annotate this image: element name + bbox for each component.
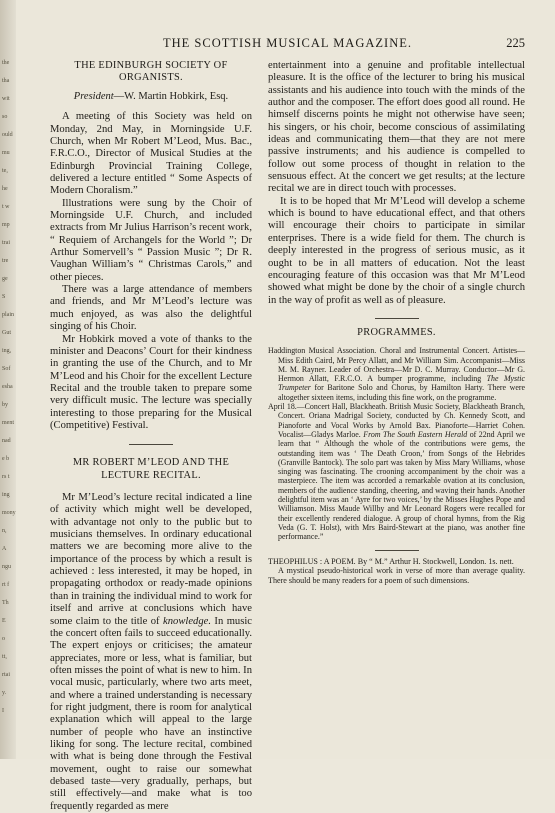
- programmes-heading: PROGRAMMES.: [357, 326, 436, 338]
- edinburgh-society-article: [50, 60, 252, 432]
- publication-review: A mystical pseudo-historical work in verse of more than average quality. There should be many readers for a poem of such dimensions.: [268, 566, 525, 585]
- left-column: [50, 60, 252, 813]
- gutter-fragment: o: [2, 636, 5, 642]
- gutter-fragment: he: [2, 186, 8, 192]
- text-run: Haddington Musical Association. Choral and Instrumental Concert. Artistes—Miss Edith Caird, Mr Percy Allatt, and Mr William Sim. Accompanist—Miss M. M. Rayner. Leader of Orchestra—Mr D. C. Murray. Conductor—Mr G. Hermon Allatt, F.R.C.O. A bumper programme, including: [268, 346, 525, 384]
- programmes-section: [268, 327, 525, 542]
- heading-line: THE EDINBURGH SOCIETY OF: [74, 60, 228, 71]
- gutter-fragment: A: [2, 546, 7, 552]
- section-divider: [129, 444, 173, 445]
- right-column: [268, 60, 525, 585]
- lecture-recital-article: [50, 457, 252, 813]
- gutter-fragment: the: [2, 60, 10, 66]
- gutter-fragment: y.: [2, 690, 7, 696]
- paragraph: It is to be hoped that Mr M’Leod will develop a scheme which is bound to have educational effect, and that others will encourage their choirs to participate in similar enterprises. There is a wide field for them. The church is deeply interested in the progress of serious music, as it ought to be in all matters of education. Not the least encouraging feature of this occasion was that Mr M’Leod showed what might be done by the choir of a single church in the way of profit as well as of pleasure.: [268, 195, 525, 306]
- gutter-fragment: n,: [2, 528, 7, 534]
- heading-line: LECTURE RECITAL.: [101, 469, 201, 481]
- text-run: Mr M’Leod’s lecture recital indicated a line of activity which might well be developed, with advantage not only to the public but to musicians themselves. In ordinary educational matters we are becoming more alive to the importance of the process by which a result is achieved : less interested, it may be hoped, in propagating orthodox or ready-made opinions than in training the individual mind to work for itself and arrive at conclusions which have some claim to the title of: [50, 492, 252, 627]
- paragraph: Mr Hobkirk moved a vote of thanks to the minister and Deacons’ Court for their kindness in granting the use of the Church, and to Mr M’Leod and his Choir for the excellent Lecture Recital and the trouble taken to prepare some very difficult music. The lecture was specially interesting to those preparing for the Musical (Competitive) Festival.: [50, 333, 252, 431]
- paragraph-continued: entertainment into a genuine and profitable intellectual pleasure. It is the office of the lecturer to bring his musical assistants and his audience into touch with the minds of the author and the composer. The effort does good all round. He himself discerns points he might not otherwise have seen; his singers, or his choir, become conscious of assimilating ideas and communicating them—that they are not mere passive instruments; and his audience is compelled to follow out some process of thought in relation to the sensuous effect. At the concert we get results; at the lecture recital we are in direct touch with processes.: [268, 60, 525, 195]
- gutter-fragment: so: [2, 114, 8, 120]
- gutter-fragment: mony: [2, 510, 16, 516]
- gutter-fragment: ing,: [2, 348, 12, 354]
- president-name: —W. Martin Hobkirk, Esq.: [113, 90, 229, 102]
- gutter-fragment: ing: [2, 492, 10, 498]
- text-run: of 22nd April we learn that “ Although the whole of the contributions were gems, the outstanding item was ‘ The Death Croon,’ from Songs of the Hebrides (Granville Bantock). The solo part was taken by Miss Mary Williams, whose singing was fascinating. The crooning accompaniment by the choir was a masterpiece. The item was accorded a remarkable ovation at its conclusion, members of the audience standing, cheering, and waving their hands. Another delightful item was an ‘ Ayre for two voices,’ by the Misses Hughes Pope and Williamson. Miss Maude Willby and Mr Leonard Rogers were recalled for their excellently rendered dialogue. A group of choral hymns, from the Rig Veda (G. T. Holst), with Mrs Baird-Stewart at the piano, was another fine performance.”: [278, 429, 525, 542]
- gutter-fragment: ould: [2, 132, 13, 138]
- gutter-fragment: t w: [2, 204, 10, 210]
- emphasis: The Mystic Trumpeter: [278, 374, 526, 393]
- text-run: for Baritone Solo and Chorus, by Hamilton Harty. There were altogether sixteen items, including this fine work, on the programme.: [278, 383, 525, 402]
- paragraph: There was a large attendance of members and friends, and Mr M’Leod’s lecture was much enjoyed, as was also the delightful singing of his Choir.: [50, 284, 252, 333]
- gutter-fragment: E: [2, 618, 6, 624]
- gutter-fragment: e b: [2, 456, 10, 462]
- president-label: President: [73, 90, 114, 102]
- gutter-fragment: rtai: [2, 672, 10, 678]
- programme-entry: [268, 402, 525, 541]
- page-number: 225: [506, 36, 525, 50]
- publication-title: THEOPHILUS : A POEM. By “ M.” Arthur H. Stockwell, London. 1s. nett.: [268, 556, 514, 566]
- emphasis: From The South Eastern Herald: [363, 429, 468, 439]
- emphasis: knowledge.: [163, 615, 211, 627]
- paragraph: [50, 492, 252, 813]
- adjacent-page-gutter: [0, 0, 16, 759]
- president-line: [50, 91, 252, 104]
- page-header: [50, 36, 525, 50]
- gutter-fragment: Th: [2, 600, 9, 606]
- gutter-fragment: mp: [2, 222, 10, 228]
- gutter-fragment: mu: [2, 150, 10, 156]
- gutter-fragment: trai: [2, 240, 10, 246]
- gutter-fragment: Gut: [2, 330, 11, 336]
- gutter-fragment: te,: [2, 168, 8, 174]
- gutter-fragment: tha: [2, 78, 10, 84]
- programme-entry: [268, 346, 525, 402]
- gutter-fragment: ge: [2, 276, 8, 282]
- gutter-fragment: rt f: [2, 582, 10, 588]
- gutter-fragment: Sof: [2, 366, 11, 372]
- text-run: April 18.—Concert Hall, Blackheath. British Music Society, Blackheath Branch, Concert. Oriana Madrigal Society, conducted by Ch. Kennedy Scott, and Pianoforte and Vocal Works by Arnold Bax. Pianoforte—Harriet Cohen. Vocalist—Gladys Marloe.: [268, 402, 525, 439]
- gutter-fragment: S: [2, 294, 6, 300]
- gutter-fragment: tt,: [2, 654, 7, 660]
- section-divider: [375, 318, 419, 319]
- article-heading: [50, 60, 252, 85]
- publication-notice: [268, 557, 525, 586]
- gutter-fragment: ment: [2, 420, 14, 426]
- gutter-fragment: plain: [2, 312, 14, 318]
- gutter-fragment: nad: [2, 438, 11, 444]
- running-title: THE SCOTTISH MUSICAL MAGAZINE.: [163, 36, 412, 50]
- section-divider: [375, 550, 419, 551]
- gutter-fragment: by: [2, 402, 8, 408]
- gutter-fragment: I: [2, 708, 4, 714]
- paragraph: A meeting of this Society was held on Monday, 2nd May, in Morningside U.F. Church, when Mr Robert M’Leod, Mus. Bac., F.R.C.O., Director of Musical Studies at the Edinburgh Provincial Training College, delivered a lecture entitled “ Some Aspects of Modern Choralism.”: [50, 111, 252, 197]
- gutter-fragment: ngu: [2, 564, 11, 570]
- text-run: In music the concert often fails to succeed educationally. The expert enjoys or criticises; the amateur appreciates, more or less, what is familiar, but often misses the point of what is new to him. In vocal music, particularly, where two arts meet, and where a trained understanding is necessary for right judgment, there is room for analytical explanation which will appeal to the large number of people who have an instinctive liking for song. The lecture recital, combined with what is being done through the Festival movement, ought to raise our somewhat debased taste—very gradually, perhaps, but still effectively—and make what is too frequently regarded as mere: [50, 615, 252, 812]
- article-heading: [50, 457, 252, 482]
- paragraph: Illustrations were sung by the Choir of Morningside U.F. Church, and included extracts from Mr Julius Harrison’s recent work, “ Requiem of Archangels for the World ”; Dr Arthur Somervell’s “ Passion Music ”; Dr R. Vaughan William’s “ Christmas Carols,” and other pieces.: [50, 197, 252, 283]
- gutter-fragment: wit: [2, 96, 10, 102]
- gutter-fragment: esha: [2, 384, 13, 390]
- gutter-fragment: tre: [2, 258, 9, 264]
- gutter-fragment: rs t: [2, 474, 10, 480]
- heading-line: ORGANISTS.: [119, 72, 183, 84]
- heading-line: MR ROBERT M’LEOD AND THE: [72, 457, 230, 469]
